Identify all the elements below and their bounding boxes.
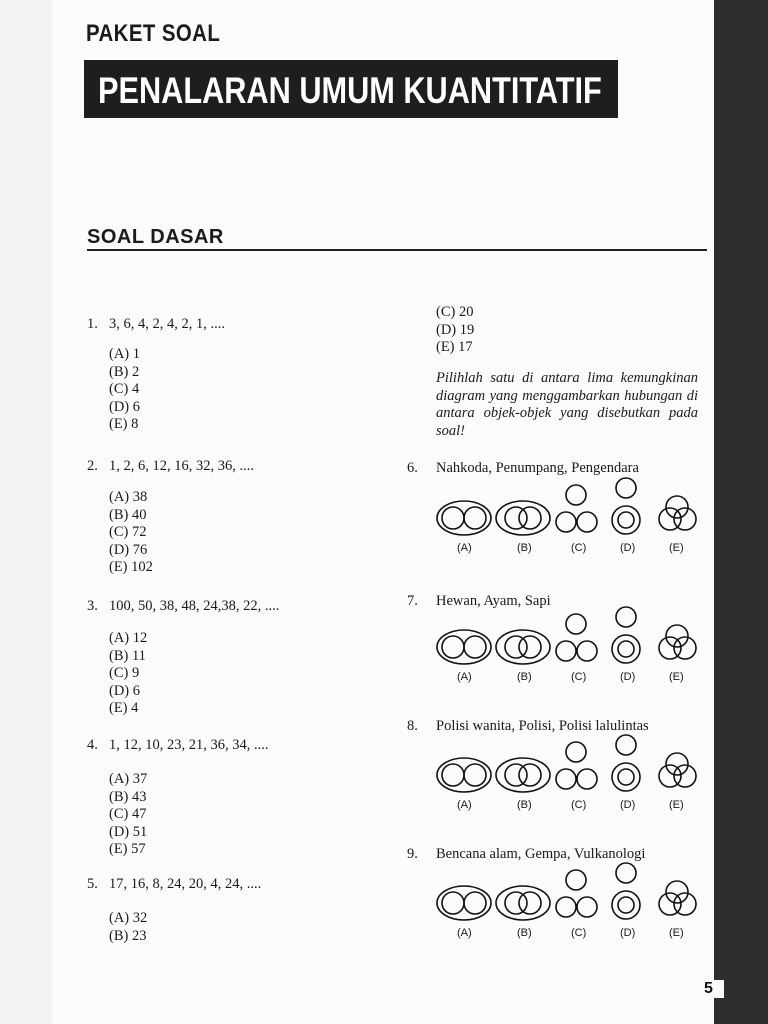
diagram-label-a: (A) (457, 927, 472, 939)
section-title: SOAL DASAR (87, 226, 224, 248)
option-d: (D) 76 (109, 541, 148, 558)
diagram-label-e: (E) (669, 542, 684, 554)
question-number: 6. (407, 460, 418, 476)
diagram-label-b: (B) (517, 927, 532, 939)
venn-diagram-d (612, 863, 640, 919)
option-c: (C) 72 (109, 524, 147, 540)
diagram-label-b: (B) (517, 799, 532, 811)
diagram-label-d: (D) (620, 671, 636, 683)
venn-diagram-c (556, 485, 597, 532)
option-b: (B) 43 (109, 788, 147, 805)
option-b: (B) 40 (109, 506, 147, 523)
option-e: (E) 17 (436, 339, 473, 355)
option-e: (E) 57 (109, 841, 146, 857)
diagram-instruction: Pilihlah satu di antara lima kemungkinan diagram yang menggambarkan hubungan di antara objek-objek yang disebutkan pada soal! (436, 370, 698, 439)
venn-diagram-c (556, 742, 597, 789)
venn-diagram-b (496, 886, 550, 920)
question-stem: 17, 16, 8, 24, 20, 4, 24, .... (109, 876, 262, 892)
option-d: (D) 6 (109, 398, 141, 415)
question-stem: Nahkoda, Penumpang, Pengendara (436, 460, 639, 476)
question-stem: Bencana alam, Gempa, Vulkanologi (436, 846, 646, 862)
option-b: (B) 11 (109, 647, 146, 664)
option-c: (C) 4 (109, 381, 140, 397)
diagram-label-c: (C) (571, 927, 587, 939)
diagram-label-a: (A) (457, 799, 472, 811)
question-number: 5. (87, 876, 98, 892)
option-d: (D) 6 (109, 682, 141, 699)
option-b: (B) 2 (109, 363, 140, 380)
venn-diagram-b (496, 758, 550, 792)
page-number: 5 (704, 980, 724, 998)
venn-diagram-e (659, 753, 696, 787)
option-c: (C) 9 (109, 665, 140, 681)
venn-diagram-c (556, 870, 597, 917)
photo-background-left (0, 0, 52, 1024)
option-e: (E) 102 (109, 559, 153, 575)
option-a: (A) 38 (109, 489, 148, 505)
option-b: (B) 23 (109, 927, 147, 944)
question-stem: 100, 50, 38, 48, 24,38, 22, .... (109, 598, 280, 614)
option-a: (A) 37 (109, 771, 148, 787)
diagram-label-d: (D) (620, 799, 636, 811)
option-c: (C) 20 (436, 304, 474, 320)
venn-diagram-e (659, 625, 696, 659)
diagram-options-q7 (434, 605, 704, 687)
venn-diagram-set (434, 476, 704, 538)
option-d: (D) 19 (436, 321, 475, 338)
venn-diagram-e (659, 881, 696, 915)
venn-diagram-set (434, 861, 704, 923)
question-stem: Polisi wanita, Polisi, Polisi lalulintas (436, 718, 649, 734)
venn-diagram-a (437, 501, 491, 535)
venn-diagram-c (556, 614, 597, 661)
option-e: (E) 4 (109, 700, 139, 716)
diagram-label-d: (D) (620, 542, 636, 554)
question-number: 9. (407, 846, 418, 862)
question-stem: 1, 2, 6, 12, 16, 32, 36, .... (109, 458, 254, 474)
question-number: 7. (407, 593, 418, 609)
package-label: PAKET SOAL (86, 20, 221, 47)
question-stem: 3, 6, 4, 2, 4, 2, 1, .... (109, 316, 225, 332)
venn-diagram-set (434, 733, 704, 795)
diagram-label-a: (A) (457, 542, 472, 554)
diagram-label-d: (D) (620, 927, 636, 939)
question-stem: 1, 12, 10, 23, 21, 36, 34, .... (109, 737, 269, 753)
venn-diagram-b (496, 630, 550, 664)
venn-diagram-a (437, 886, 491, 920)
option-a: (A) 1 (109, 346, 141, 362)
diagram-label-b: (B) (517, 542, 532, 554)
diagram-label-e: (E) (669, 927, 684, 939)
diagram-label-c: (C) (571, 799, 587, 811)
venn-diagram-a (437, 630, 491, 664)
option-d: (D) 51 (109, 823, 148, 840)
option-e: (E) 8 (109, 416, 139, 432)
diagram-label-c: (C) (571, 671, 587, 683)
venn-diagram-b (496, 501, 550, 535)
diagram-label-b: (B) (517, 671, 532, 683)
diagram-label-e: (E) (669, 799, 684, 811)
venn-diagram-a (437, 758, 491, 792)
option-c: (C) 47 (109, 806, 147, 822)
venn-diagram-d (612, 735, 640, 791)
venn-diagram-e (659, 496, 696, 530)
page-title: PENALARAN UMUM KUANTITATIF (98, 70, 602, 111)
option-a: (A) 32 (109, 910, 148, 926)
diagram-label-a: (A) (457, 671, 472, 683)
venn-diagram-d (612, 478, 640, 534)
diagram-label-c: (C) (571, 542, 587, 554)
section-divider (87, 249, 707, 251)
photo-background-right (704, 0, 768, 1024)
question-number: 2. (87, 458, 98, 474)
question-number: 1. (87, 316, 98, 332)
question-stem: Hewan, Ayam, Sapi (436, 593, 551, 609)
diagram-label-e: (E) (669, 671, 684, 683)
venn-diagram-d (612, 607, 640, 663)
question-number: 8. (407, 718, 418, 734)
option-a: (A) 12 (109, 630, 148, 646)
diagram-options-q8 (434, 733, 704, 815)
diagram-options-q6 (434, 476, 704, 558)
venn-diagram-set (434, 605, 704, 667)
diagram-options-q9 (434, 861, 704, 943)
question-number: 3. (87, 598, 98, 614)
question-number: 4. (87, 737, 98, 753)
